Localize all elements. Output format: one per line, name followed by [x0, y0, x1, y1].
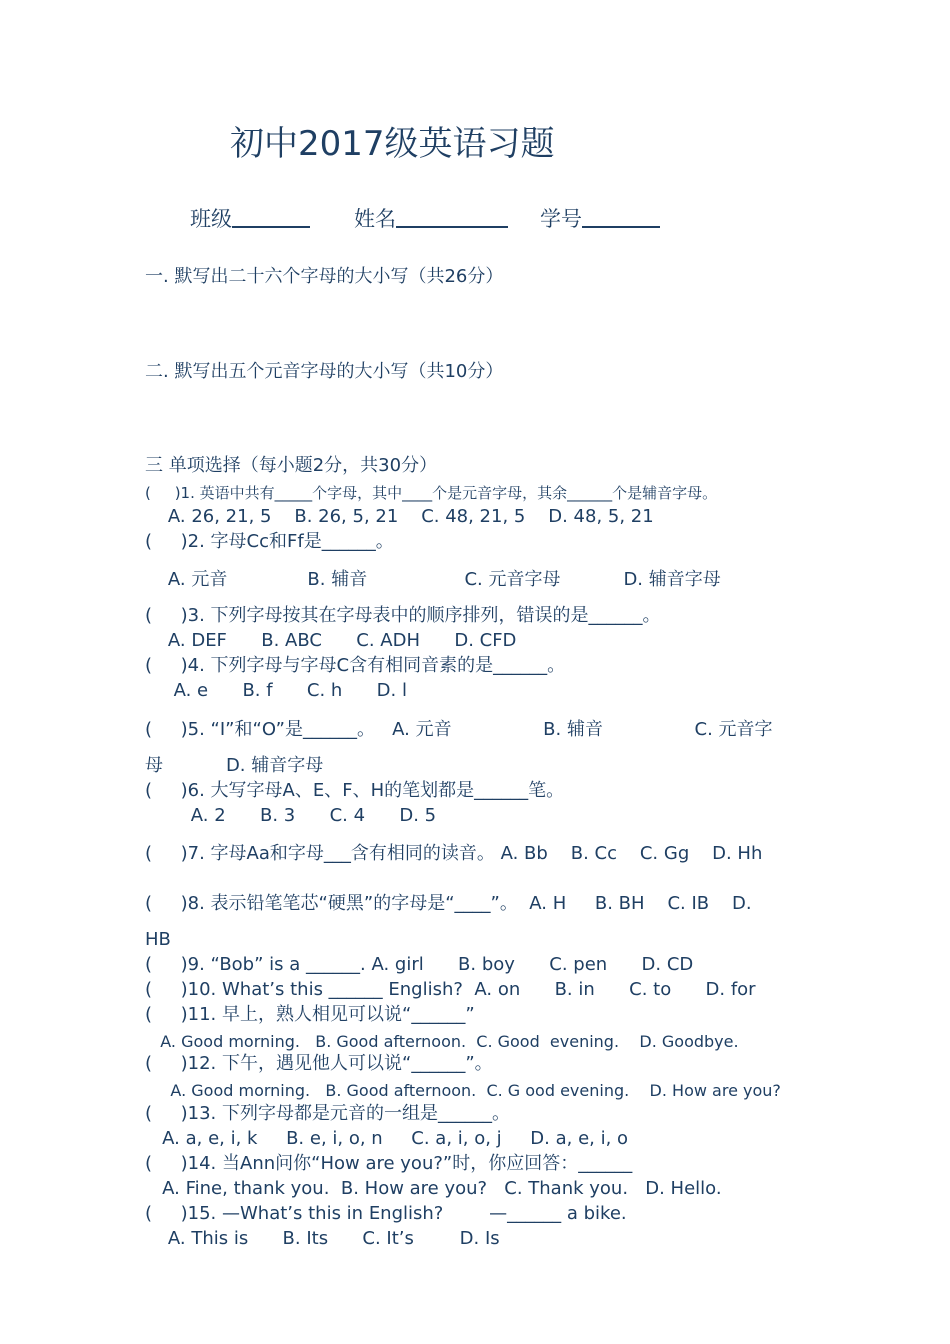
options-line: A. 26, 21, 5 B. 26, 5, 21 C. 48, 21, 5 D. 48, 5, 21 — [145, 506, 654, 527]
question-line-continued: HB — [145, 929, 171, 950]
name-label: 姓名 — [354, 207, 396, 231]
question-line: ( )5. “I”和“O”是______。 A. 元音 B. 辅音 C. 元音字 — [145, 719, 773, 740]
question-line: ( )15. —What’s this in English? —______ a bike. — [145, 1203, 627, 1224]
question-line: ( )14. 当Ann问你“How are you?”时，你应回答：______ — [145, 1153, 633, 1174]
question-line: ( )8. 表示铅笔笔芯“硬黑”的字母是“____”。 A. H B. BH C. IB D. — [145, 893, 752, 914]
options-line: A. Good morning. B. Good afternoon. C. G ood evening. D. How are you? — [145, 1081, 781, 1100]
name-blank[interactable] — [396, 204, 508, 228]
student-id-label: 学号 — [540, 207, 582, 231]
page-title: 初中2017级英语习题 — [230, 124, 555, 164]
section-3-heading: 三 单项选择（每小题2分，共30分） — [145, 455, 438, 476]
class-blank[interactable] — [232, 204, 310, 228]
options-line: A. e B. f C. h D. l — [145, 680, 407, 701]
options-line: A. a, e, i, k B. e, i, o, n C. a, i, o, j D. a, e, i, o — [145, 1128, 629, 1149]
question-line: ( )11. 早上，熟人相见可以说“______” — [145, 1004, 475, 1025]
question-line: ( )6. 大写字母A、E、F、H的笔划都是______笔。 — [145, 780, 565, 801]
question-line: ( )4. 下列字母与字母C含有相同音素的是______。 — [145, 655, 566, 676]
options-line: A. Fine, thank you. B. How are you? C. Thank you. D. Hello. — [145, 1178, 722, 1199]
student-id-field — [540, 204, 660, 233]
question-line: ( )2. 字母Cc和Ff是______。 — [145, 531, 394, 552]
question-line: ( )10. What’s this ______ English? A. on B. in C. to D. for — [145, 979, 756, 1000]
question-line: ( )1. 英语中共有_____个字母，其中____个是元音字母，其余______个是辅音字母。 — [145, 484, 718, 502]
question-line: ( )3. 下列字母按其在字母表中的顺序排列，错误的是______。 — [145, 605, 661, 626]
question-line: ( )7. 字母Aa和字母___含有相同的读音。 A. Bb B. Cc C. Gg D. Hh — [145, 843, 763, 864]
student-id-blank[interactable] — [582, 204, 660, 228]
section-1-heading: 一. 默写出二十六个字母的大小写（共26分） — [145, 266, 504, 287]
question-line: ( )13. 下列字母都是元音的一组是______。 — [145, 1103, 510, 1124]
class-field — [190, 204, 310, 233]
options-line: A. 元音 B. 辅音 C. 元音字母 D. 辅音字母 — [145, 569, 721, 590]
question-line: ( )12. 下午，遇见他人可以说“______”。 — [145, 1053, 493, 1074]
name-field — [354, 204, 508, 233]
question-line: ( )9. “Bob” is a ______. A. girl B. boy C. pen D. CD — [145, 954, 694, 975]
options-line: A. 2 B. 3 C. 4 D. 5 — [145, 805, 437, 826]
options-line: A. DEF B. ABC C. ADH D. CFD — [145, 630, 517, 651]
question-line-continued: 母 D. 辅音字母 — [145, 755, 324, 776]
class-label: 班级 — [190, 207, 232, 231]
section-2-heading: 二. 默写出五个元音字母的大小写（共10分） — [145, 361, 504, 382]
options-line: A. Good morning. B. Good afternoon. C. Good evening. D. Goodbye. — [145, 1032, 739, 1051]
options-line: A. This is B. Its C. It’s D. Is — [145, 1228, 500, 1249]
